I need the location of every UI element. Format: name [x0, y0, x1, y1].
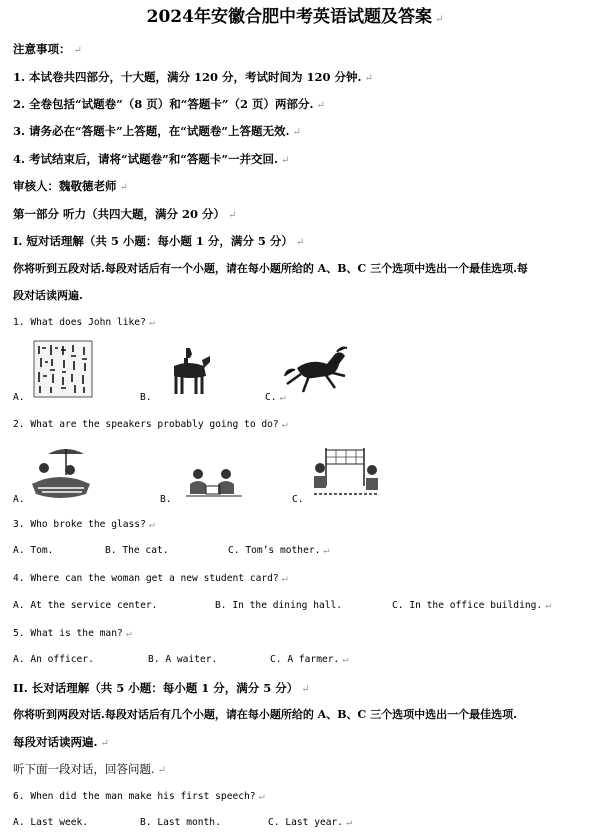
- section-two-instruction: 你将听到两段对话.每段对话后有几个小题，请在每小题所给的 A、B、C 三个选项中选出一个最佳选项.: [13, 708, 517, 721]
- q1-option-a[interactable]: A.: [13, 392, 25, 403]
- notice-4: 4. 考试结束后，请将“试题卷”和“答题卡”一并交回. ↵: [13, 152, 290, 166]
- q4-option-c[interactable]: C. In the office building. ↵: [392, 600, 552, 611]
- q1-option-c[interactable]: C. ↵: [265, 392, 286, 403]
- q1-option-b[interactable]: B.: [140, 392, 152, 403]
- notice-3: 3. 请务必在“答题卡”上答题，在“试题卷”上答题无效. ↵: [13, 124, 301, 138]
- question-6: 6. When did the man make his first speech? ↵: [13, 791, 265, 802]
- part-one-heading: 第一部分 听力（共四大题，满分 20 分） ↵: [13, 207, 237, 221]
- picnic-image: [26, 444, 96, 502]
- q3-option-c[interactable]: C. Tom’s mother. ↵: [228, 545, 330, 556]
- section-one-instruction: 你将听到五段对话.每段对话后有一个小题，请在每小题所给的 A、B、C 三个选项中选出一个最佳选项.每: [13, 262, 528, 275]
- board-game-image: [186, 466, 242, 500]
- q6-option-c[interactable]: C. Last year. ↵: [268, 817, 353, 828]
- section-one-instruction-cont: 段对话读两遍.: [13, 289, 83, 302]
- q6-option-b[interactable]: B. Last month.: [140, 817, 221, 828]
- horse-statue-image: [166, 346, 212, 400]
- q4-option-a[interactable]: A. At the service center.: [13, 600, 158, 611]
- calligraphy-image: [33, 340, 93, 398]
- question-5: 5. What is the man? ↵: [13, 628, 132, 639]
- notice-1: 1. 本试卷共四部分，十大题，满分 120 分，考试时间为 120 分钟. ↵: [13, 70, 373, 84]
- q6-option-a[interactable]: A. Last week.: [13, 817, 89, 828]
- notice-heading: 注意事项： ↵: [13, 42, 82, 56]
- notice-2: 2. 全卷包括“试题卷”（8 页）和“答题卡”（2 页）两部分. ↵: [13, 97, 325, 111]
- section-one-heading: I. 短对话理解（共 5 小题：每小题 1 分，满分 5 分） ↵: [13, 234, 305, 248]
- q3-option-a[interactable]: A. Tom.: [13, 545, 54, 556]
- q4-option-b[interactable]: B. In the dining hall.: [215, 600, 343, 611]
- q5-option-b[interactable]: B. A waiter.: [148, 654, 218, 665]
- section-two-heading: II. 长对话理解（共 5 小题：每小题 1 分，满分 5 分） ↵: [13, 681, 310, 695]
- q3-option-b[interactable]: B. The cat.: [105, 545, 169, 556]
- q2-option-b[interactable]: B.: [160, 494, 172, 505]
- q2-option-c[interactable]: C.: [292, 494, 304, 505]
- q5-option-a[interactable]: A. An officer.: [13, 654, 94, 665]
- section-two-instruction-cont: 每段对话读两遍. ↵: [13, 735, 109, 749]
- question-2: 2. What are the speakers probably going to do? ↵: [13, 419, 288, 430]
- galloping-horse-image: [283, 342, 351, 400]
- badminton-image: [310, 438, 382, 498]
- question-4: 4. Where can the woman get a new student card? ↵: [13, 573, 288, 584]
- page-title: 2024年安徽合肥中考英语试题及答案 ↵: [146, 7, 444, 27]
- q5-option-c[interactable]: C. A farmer. ↵: [270, 654, 349, 665]
- section-two-lead: 听下面一段对话，回答问题. ↵: [13, 762, 167, 776]
- q2-option-a[interactable]: A.: [13, 494, 25, 505]
- reviewer-line: 审核人：魏敬德老师 ↵: [13, 179, 128, 193]
- question-3: 3. Who broke the glass? ↵: [13, 519, 155, 530]
- question-1: 1. What does John like? ↵: [13, 317, 155, 328]
